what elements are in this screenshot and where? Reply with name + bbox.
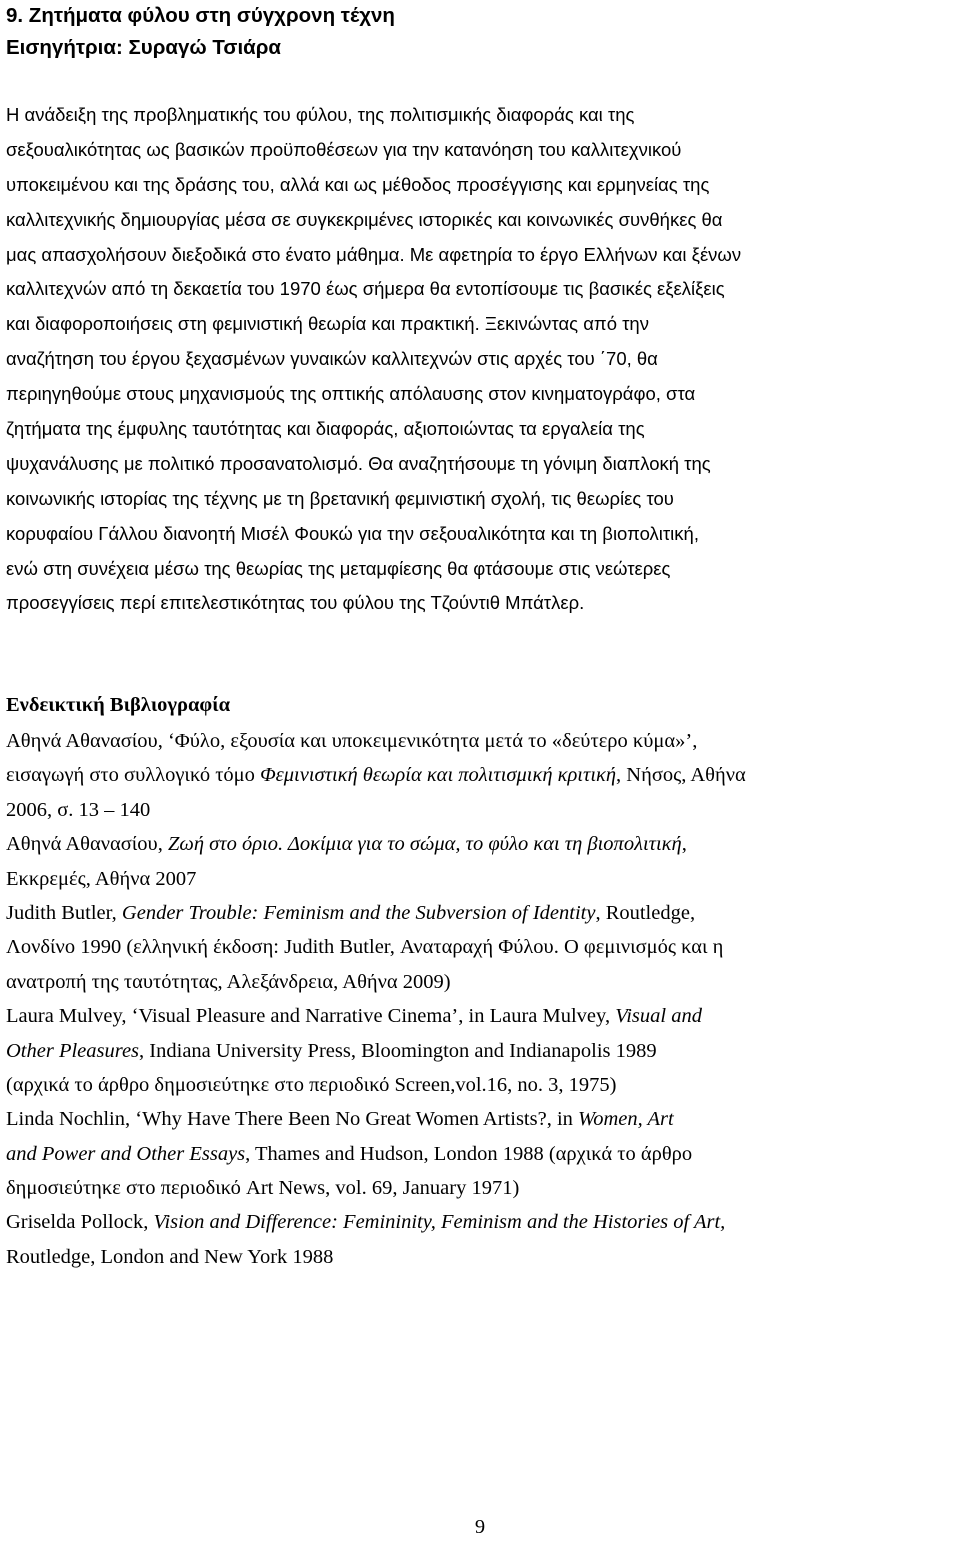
- bibliography-line: [6, 1102, 954, 1136]
- bibliography-text: 2006, σ. 13 – 140: [6, 798, 151, 821]
- bibliography-line: [6, 862, 954, 896]
- bibliography-line: [6, 1068, 954, 1102]
- bibliography-text: Routledge, London and New York 1988: [6, 1245, 334, 1268]
- intro-line: και διαφοροποιήσεις στη φεμινιστική θεωρία και πρακτική. Ξεκινώντας από την: [6, 313, 649, 335]
- bibliography-line: [6, 827, 954, 861]
- bibliography-title-text: Women, Art: [578, 1108, 674, 1131]
- section-title: 9. Ζητήματα φύλου στη σύγχρονη τέχνη: [6, 4, 395, 27]
- intro-line: καλλιτεχνικής δημιουργίας μέσα σε συγκεκριμένες ιστορικές και κοινωνικές συνθήκες θα: [6, 208, 723, 230]
- bibliography-text: Judith Butler,: [6, 901, 122, 924]
- bibliography-title-text: Visual and: [615, 1005, 702, 1028]
- bibliography-title-text: Gender Trouble: Feminism and the Subversion of Identity: [121, 901, 596, 924]
- intro-line: μας απασχολήσουν διεξοδικά στο ένατο μάθημα. Με αφετηρία το έργο Ελλήνων και ξένων: [6, 243, 742, 265]
- bibliography-text: , Routledge,: [595, 901, 696, 924]
- bibliography-text: , Thames and Hudson, London 1988 (αρχικά το άρθρο: [245, 1142, 693, 1165]
- bibliography-line: [6, 965, 954, 999]
- bibliography-line: [6, 1205, 954, 1239]
- bibliography-text: , Indiana University Press, Bloomington and Indianapolis 1989: [139, 1039, 657, 1062]
- bibliography-text: ,: [681, 833, 687, 856]
- intro-line: καλλιτεχνών από τη δεκαετία του 1970 έως σήμερα θα εντοπίσουμε τις βασικές εξελίξεις: [6, 278, 725, 300]
- bibliography-line: [6, 758, 954, 792]
- bibliography-line: [6, 896, 954, 930]
- bibliography-text: Linda Nochlin, ‘Why Have There Been No Great Women Artists?, in: [6, 1108, 579, 1131]
- bibliography-title-text: and Power and Other Essays: [6, 1142, 246, 1165]
- lecturer-line: Εισηγήτρια: Συραγώ Τσιάρα: [6, 36, 282, 59]
- bibliography-title-text: Other Pleasures: [6, 1039, 140, 1062]
- bibliography-title-text: Vision and Difference: Femininity, Feminism and the Histories of Art,: [153, 1211, 726, 1234]
- bibliography-line: [6, 1137, 954, 1171]
- intro-line: κορυφαίου Γάλλου διανοητή Μισέλ Φουκώ για την σεξουαλικότητα και τη βιοπολιτική,: [6, 522, 699, 544]
- bibliography-text: Αθηνά Αθανασίου, ‘Φύλο, εξουσία και υποκειμενικότητα μετά το «δεύτερο κύμα»’,: [6, 730, 698, 752]
- intro-line: ψυχανάλυσης με πολιτικό προσανατολισμό. Θα αναζητήσουμε τη γόνιμη διαπλοκή της: [6, 452, 711, 474]
- bibliography-title-text: Ζωή στο όριο. Δοκίμια για το σώμα, το φύλο και τη βιοπολιτική: [167, 833, 682, 856]
- bibliography-text: Εκκρεμές, Αθήνα 2007: [6, 867, 197, 890]
- bibliography-text: ανατροπή της ταυτότητας, Αλεξάνδρεια, Αθήνα 2009): [6, 970, 451, 993]
- intro-line: αναζήτηση του έργου ξεχασμένων γυναικών καλλιτεχνών στις αρχές του ΄70, θα: [6, 348, 658, 370]
- bibliography-text: εισαγωγή στο συλλογικό τόμο: [6, 764, 261, 787]
- bibliography-line: [6, 999, 954, 1033]
- bibliography-heading: Ενδεικτική Βιβλιογραφία: [6, 694, 231, 716]
- intro-line: σεξουαλικότητας ως βασικών προϋποθέσεων για την κατανόηση του καλλιτεχνικού: [6, 138, 682, 160]
- bibliography-line: [6, 930, 954, 964]
- bibliography-text: (αρχικά το άρθρο δημοσιεύτηκε στο περιοδικό Screen,vol.16, no. 3, 1975): [6, 1073, 617, 1096]
- bibliography-line: [6, 1034, 954, 1068]
- bibliography-text: Laura Mulvey, ‘Visual Pleasure and Narrative Cinema’, in Laura Mulvey,: [6, 1005, 616, 1028]
- intro-line: περιηγηθούμε στους μηχανισμούς της οπτικής απόλαυσης στον κινηματογράφο, στα: [6, 383, 696, 405]
- bibliography-text: Griselda Pollock,: [6, 1211, 154, 1234]
- bibliography-text: , Νήσος, Αθήνα: [616, 764, 746, 787]
- intro-line: Η ανάδειξη της προβληματικής του φύλου, της πολιτισμικής διαφοράς και της: [6, 104, 635, 125]
- bibliography-line: [6, 724, 954, 758]
- intro-line: υποκειμένου και της δράσης του, αλλά και ως μέθοδος προσέγγισης και ερμηνείας της: [6, 173, 710, 195]
- bibliography-list: [6, 724, 954, 1274]
- page-number: 9: [474, 1516, 486, 1538]
- bibliography-text: Αθηνά Αθανασίου,: [6, 833, 168, 856]
- intro-paragraph: [6, 98, 954, 621]
- bibliography-text: δημοσιεύτηκε στο περιοδικό Art News, vol. 69, January 1971): [6, 1177, 520, 1200]
- intro-line: προσεγγίσεις περί επιτελεστικότητας του φύλου της Τζούντιθ Μπάτλερ.: [6, 592, 585, 614]
- bibliography-line: [6, 1240, 954, 1274]
- intro-line: ζητήματα της έμφυλης ταυτότητας και διαφοράς, αξιοποιώντας τα εργαλεία της: [6, 418, 645, 440]
- intro-line: κοινωνικής ιστορίας της τέχνης με τη βρετανική φεμινιστική σχολή, τις θεωρίες του: [6, 487, 674, 509]
- bibliography-text: Λονδίνο 1990 (ελληνική έκδοση: Judith Butler, Αναταραχή Φύλου. Ο φεμινισμός και η: [6, 936, 724, 959]
- intro-line: ενώ στη συνέχεια μέσω της θεωρίας της μεταμφίεσης θα φτάσουμε στις νεώτερες: [6, 557, 671, 579]
- bibliography-title-text: Φεμινιστική θεωρία και πολιτισμική κριτική: [260, 764, 617, 787]
- bibliography-line: [6, 793, 954, 827]
- bibliography-line: [6, 1171, 954, 1205]
